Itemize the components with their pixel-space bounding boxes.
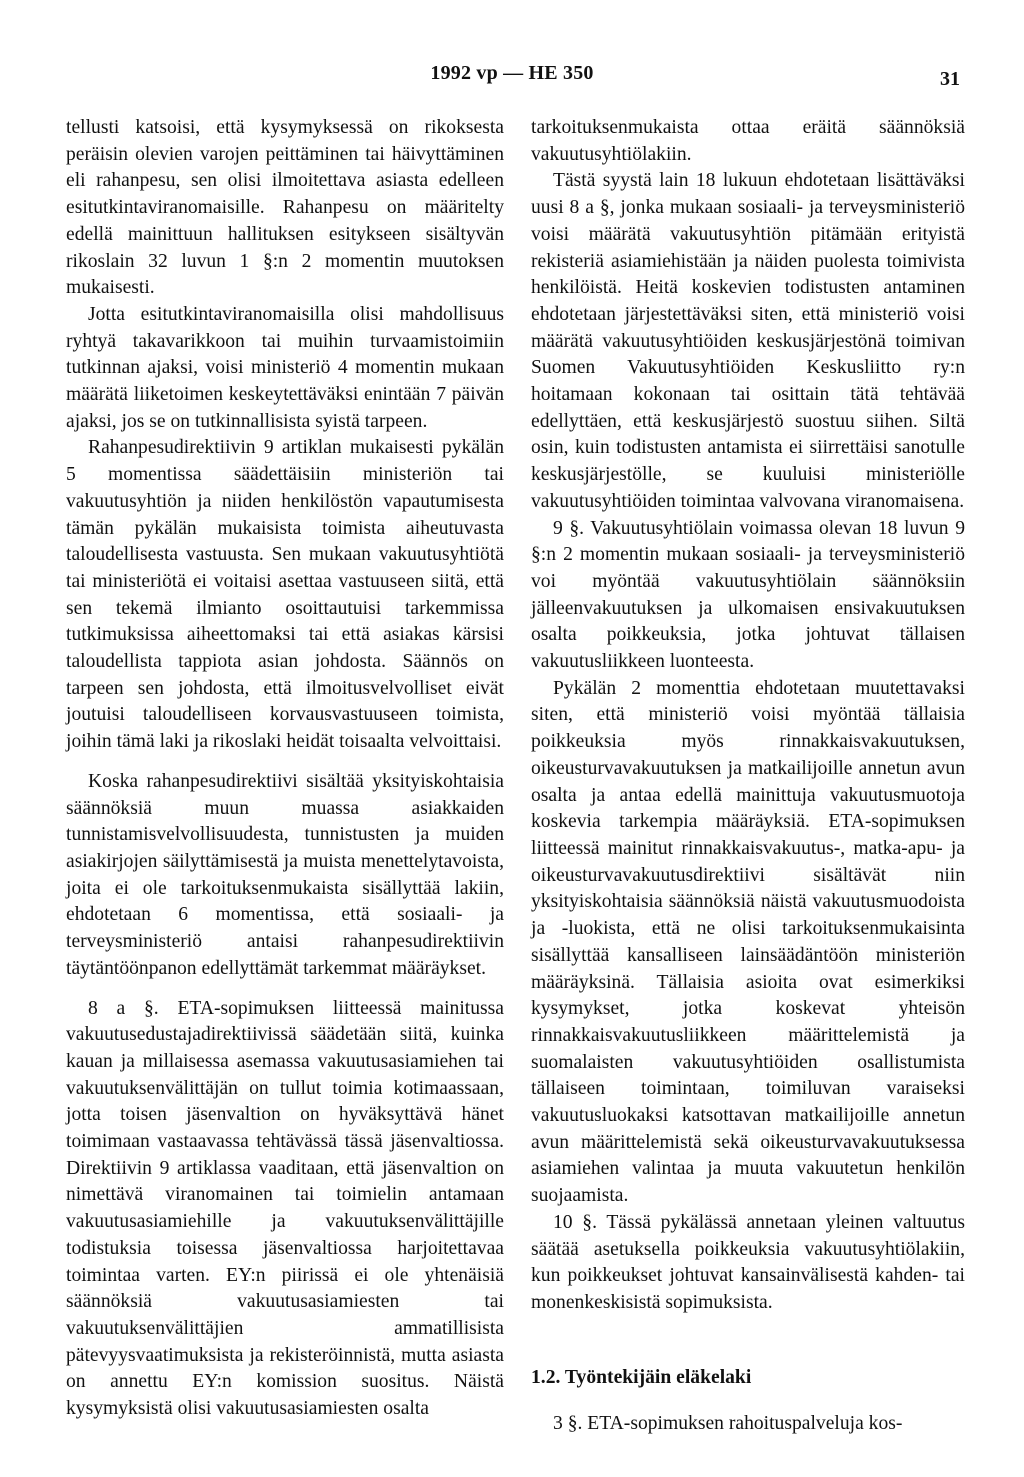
paragraph: Jotta esitutkintaviranomaisilla olisi mahdollisuus ryhtyä takavarikkoon tai muihin turvaamistoimiin tutkinnan ajaksi, voisi ministeriö 4 momentin mukaan määrätä liiketoimen keskeytettäväksi enintään 7 päivän ajaksi, jos se on tutkinnallisista syistä tarpeen.: [66, 303, 504, 432]
paragraph: 3 §. ETA-sopimuksen rahoituspalveluja kos-: [553, 1413, 903, 1435]
paragraph: Koska rahanpesudirektiivi sisältää yksityiskohtaisia säännöksiä muun muassa asiakkaiden tunnistamisvelvollisuudesta, tunnistusten ja muiden asiakirjojen säilyttämisestä ja muista menettelytavoista, joita ei ole tarkoituksenmukaista sisällyttää lakiin, ehdotetaan 6 momentissa, että sosiaali- ja terveysministeriö antaisi rahanpesudirektiivin täytäntöönpanon edellyttämät tarkemmat määräykset.: [66, 770, 504, 979]
right-column: [531, 115, 965, 1438]
paragraph: 8 a §. ETA-sopimuksen liitteessä mainitussa vakuutusedustajadirektiivissä säädetään siitä, kuinka kauan ja millaisessa asemassa vakuutusasiamiehen tai vakuutuksenvälittäjän on tullut toimia kotimaassaan, jotta toisen jäsenvaltion on hyväksyttävä hänet toimimaan vastaavassa tehtävässä tässä jäsenvaltiossa. Direktiivin 9 artiklassa vaaditaan, että jäsenvaltion on nimettävä viranomainen tai toimielin antamaan vakuutusasiamiehille ja vakuutuksenvälittäjille todistuksia toisessa jäsenvaltiossa harjoitettavaa toimintaa varten. EY:n piirissä ei ole yhtenäisiä säännöksiä vakuutusasiamiesten tai vakuutuksenvälittäjien ammatillisista pätevyysvaatimuksista ja rekisteröinnistä, mutta asiasta on annettu EY:n komission suositus. Näistä kysymyksistä olisi vakuutusasiamiesten osalta: [66, 997, 504, 1420]
paragraph: Pykälän 2 momenttia ehdotetaan muutettavaksi siten, että ministeriö voisi myöntää tällaisia poikkeuksia myös rinnakkaisvakuutuksen, oikeusturvavakuutuksen ja matkailijoille annetun avun osalta ja antaa edellä mainittuja vakuutusmuotoja koskevia tarkempia määräyksiä. ETA-sopimuksen liitteessä mainitut rinnakkaisvakuutus-, matka-apu- ja oikeusturvavakuutusdirektiivi sisältävät niin yksityiskohtaisia säännöksiä näistä vakuutusmuodoista ja -luokista, että ne olisi tarkoituksenmukaisinta sisällyttää kansalliseen lainsäädäntöön ministeriön määräyksinä. Tällaisia asioita ovat esimerkiksi kysymykset, jotka koskevat yhteisön rinnakkaisvakuutusliikkeen määrittelemistä ja suomalaisten vakuutusyhtiöiden osallistumista tällaiseen toimintaan, toimiluvan varaiseksi vakuutusluokaksi katsottavan matkailijoille annetun avun määrittelemistä sekä oikeusturvavakuutuksessa asiamiehen valintaa ja muuta vakuutetun henkilön suojaamista.: [531, 677, 965, 1207]
paragraph: Rahanpesudirektiivin 9 artiklan mukaisesti pykälän 5 momentissa säädettäisiin ministeriön tai vakuutusyhtiön ja niiden henkilöstön vapautumisesta tämän pykälän mukaisista toimista aiheutuvasta taloudellisesta vastuusta. Sen mukaan vakuutusyhtiötä tai ministeriötä ei voitaisi asettaa vastuuseen siitä, että sen tekemä ilmianto osoittautuisi tarkemmissa tutkimuksissa aiheettomaksi tai että asiakas kärsisi taloudellista tappiota asian johdosta. Säännös on tarpeen sen johdosta, että ilmoitusvelvolliset eivät joutuisi taloudelliseen korvausvastuuseen toimista, joihin tämä laki ja rikoslaki heidät toisaalta velvoittaisi.: [66, 437, 504, 753]
section-heading: 1.2. Työntekijäin eläkelaki: [531, 1366, 752, 1388]
page-number: 31: [940, 68, 960, 90]
paragraph: tellusti katsoisi, että kysymyksessä on rikoksesta peräisin olevien varojen peittäminen tai häivyttäminen eli rahanpesu, sen olisi ilmoitettava asiasta edelleen esitutkintaviranomaisille. Rahanpesu on määritelty edellä mainittuun hallituksen esitykseen sisältyvän rikoslain 32 luvun 1 §:n 2 momentin muutoksen mukaisesti.: [66, 117, 504, 299]
left-column: [66, 115, 504, 1423]
paragraph: 10 §. Tässä pykälässä annetaan yleinen valtuutus säätää asetuksella poikkeuksia vakuutusyhtiölakiin, kun poikkeukset johtuvat kansainvälisestä kahden- tai monenkeskisistä sopimuksista.: [531, 1211, 965, 1313]
page-header: [0, 62, 1024, 92]
header-title: 1992 vp — HE 350: [430, 62, 594, 84]
paragraph: 9 §. Vakuutusyhtiölain voimassa olevan 18 luvun 9 §:n 2 momentin mukaan sosiaali- ja terveysministeriö voi myöntää vakuutusyhtiölain säännöksiin jälleenvakuutuksen ja ulkomaisen ensivakuutuksen osalta poikkeuksia, jotka johtuvat tällaisen vakuutusliikkeen luonteesta.: [531, 517, 965, 673]
paragraph: tarkoituksenmukaista ottaa eräitä säännöksiä vakuutusyhtiölakiin.: [531, 117, 965, 165]
paragraph: Tästä syystä lain 18 lukuun ehdotetaan lisättäväksi uusi 8 a §, jonka mukaan sosiaali- ja terveysministeriö voisi määrätä vakuutusyhtiön pitämään erityistä rekisteriä asiamiehistään ja näiden puolesta toimivista henkilöistä. Heitä koskevien todistusten antaminen ehdotetaan järjestettäväksi siten, että ministeriö voisi määrätä vakuutusyhtiöiden keskusjärjestönä toimivan Suomen Vakuutusyhtiöiden Keskusliitto ry:n hoitamaan kokonaan tai osittain tätä tehtävää edellyttäen, että keskusjärjestö suostuu siihen. Siltä osin, kuin todistusten antamista ei siirrettäisi sanotulle keskusjärjestölle, se kuuluisi ministeriölle vakuutusyhtiöiden toimintaa valvovana viranomaisena.: [531, 170, 965, 512]
